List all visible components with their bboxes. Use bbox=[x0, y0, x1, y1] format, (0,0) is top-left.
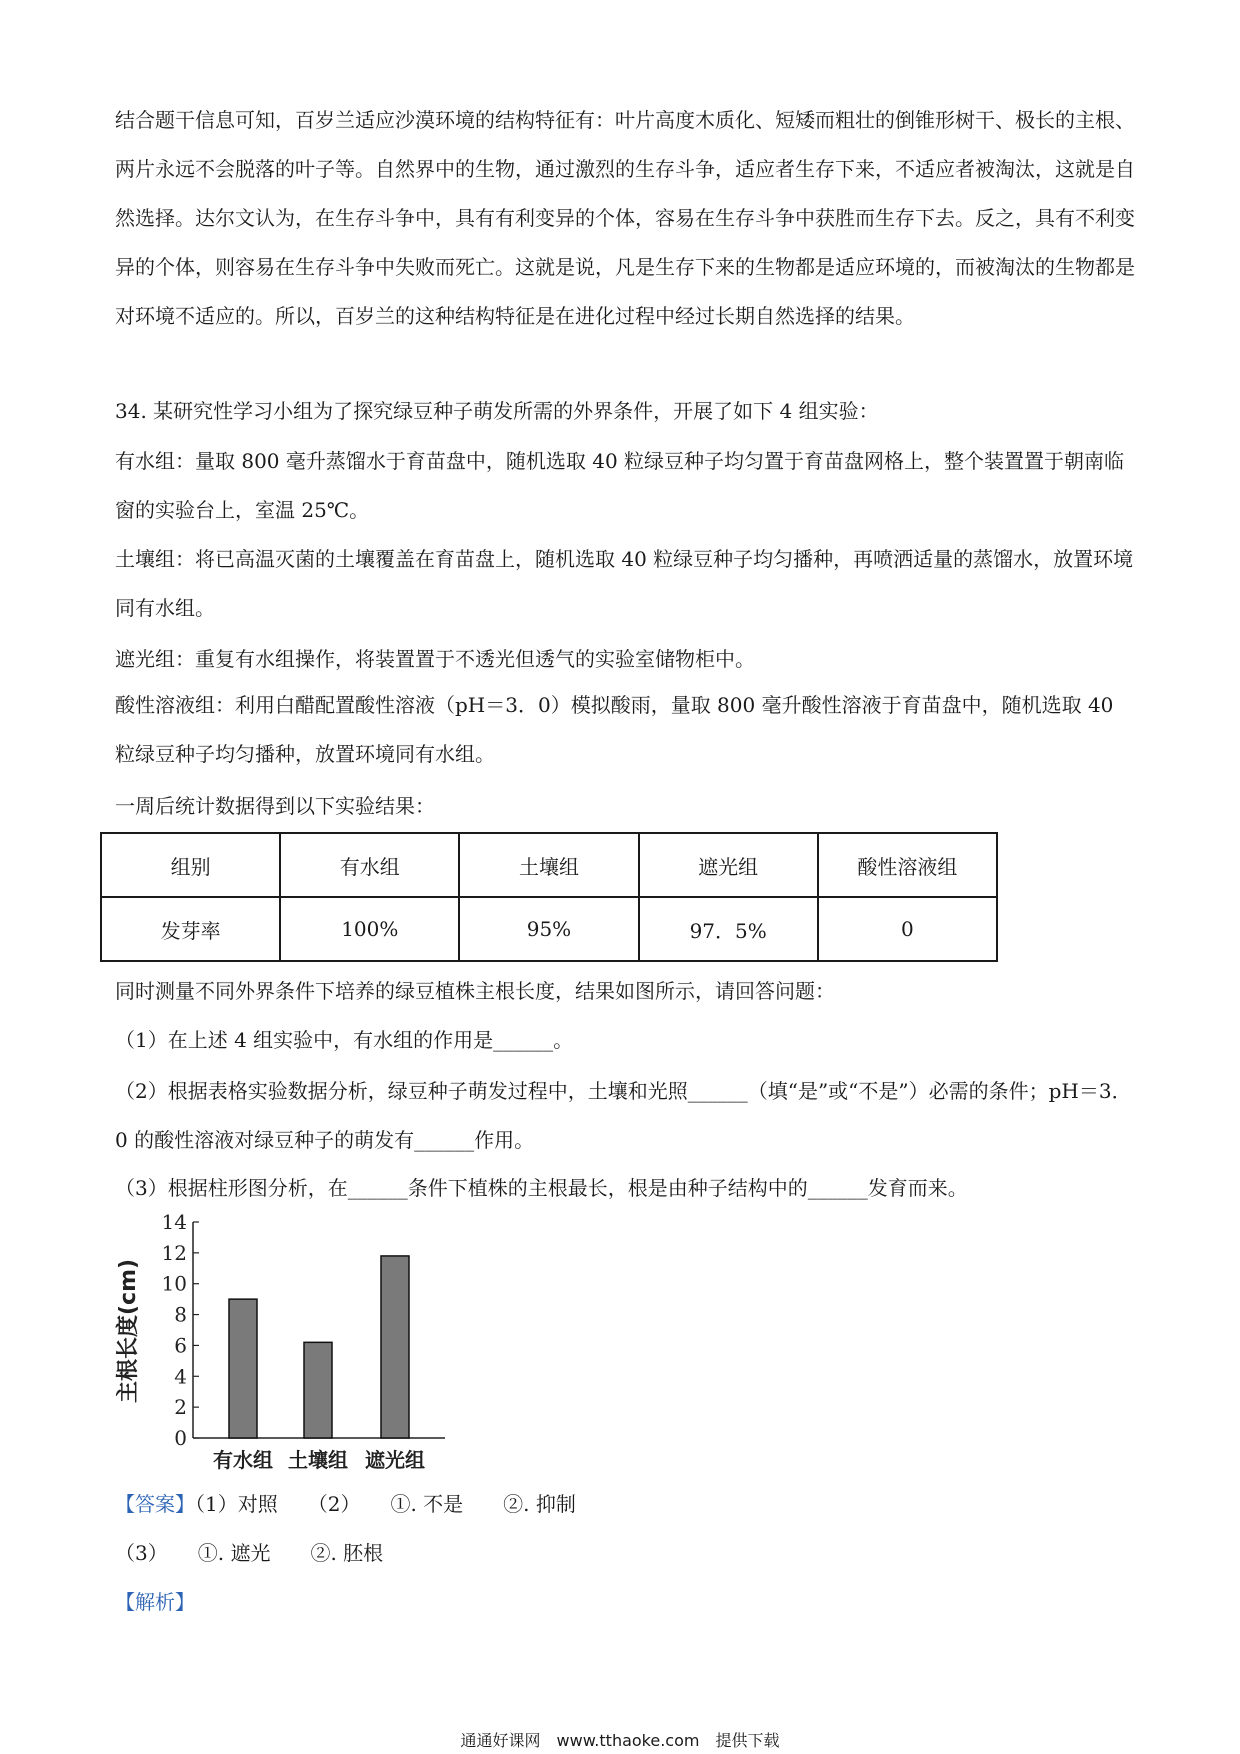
answer-tag: 【答案】 bbox=[115, 1492, 195, 1516]
question-3: （3）根据柱形图分析，在______条件下植株的主根最长，根是由种子结构中的______发育而来。 bbox=[115, 1176, 968, 1200]
analysis-tag: 【解析】 bbox=[115, 1590, 195, 1614]
y-tick-label: 14 bbox=[161, 1210, 187, 1234]
y-tick-label: 4 bbox=[174, 1364, 187, 1389]
question-1: （1）在上述 4 组实验中，有水组的作用是______。 bbox=[115, 1028, 574, 1052]
y-tick-label: 0 bbox=[174, 1426, 187, 1450]
y-tick-label: 10 bbox=[161, 1271, 187, 1296]
results-table bbox=[100, 832, 998, 962]
answer-line-1 bbox=[115, 1490, 576, 1518]
bar bbox=[229, 1299, 257, 1438]
question-stem: 34. 某研究性学习小组为了探究绿豆种子萌发所需的外界条件，开展了如下 4 组实验： bbox=[115, 399, 879, 423]
y-tick-label: 2 bbox=[174, 1395, 187, 1420]
y-tick-label: 8 bbox=[174, 1302, 187, 1327]
footer-credit: 通通好课网 www.tthaoke.com 提供下载 bbox=[460, 1731, 780, 1750]
group-dark-description: 遮光组：重复有水组操作，将装置置于不透光但透气的实验室储物柜中。 bbox=[115, 647, 755, 671]
question-2: （2）根据表格实验数据分析，绿豆种子萌发过程中，土壤和光照______（填“是”或“不是”）必需的条件；pH＝3．0 的酸性溶液对绿豆种子的萌发有______作用。 bbox=[115, 1079, 1132, 1152]
group-soil-description: 土壤组：将已高温灭菌的土壤覆盖在育苗盘上，随机选取 40 粒绿豆种子均匀播种，再喷洒适量的蒸馏水，放置环境同有水组。 bbox=[115, 547, 1134, 620]
y-tick-label: 6 bbox=[174, 1333, 187, 1358]
table-cell: 95% bbox=[459, 897, 638, 961]
x-category-label: 遮光组 bbox=[365, 1448, 425, 1472]
table-header-cell: 土壤组 bbox=[459, 833, 638, 897]
paragraph-intro: 结合题干信息可知，百岁兰适应沙漠环境的结构特征有：叶片高度木质化、短矮而粗壮的倒锥形树干、极长的主根、两片永远不会脱落的叶子等。自然界中的生物，通过激烈的生存斗争，适应者生存下来，不适应者被淘汰，这就是自然选择。达尔文认为，在生存斗争中，具有有利变异的个体，容易在生存斗争中获胜而生存下去。反之，具有不利变异的个体，则容易在生存斗争中失败而死亡。这就是说，凡是生存下来的生物都是适应环境的，而被淘汰的生物都是对环境不适应的。所以，百岁兰的这种结构特征是在进化过程中经过长期自然选择的结果。 bbox=[115, 108, 1135, 328]
y-tick-label: 12 bbox=[161, 1240, 187, 1265]
root-length-bar-chart bbox=[105, 1205, 465, 1480]
bar bbox=[304, 1342, 332, 1438]
table-header-cell: 遮光组 bbox=[639, 833, 818, 897]
answer-line-1-text: （1）对照 （2） ①. 不是 ②. 抑制 bbox=[195, 1492, 576, 1516]
group-water-description: 有水组：量取 800 毫升蒸馏水于育苗盘中，随机选取 40 粒绿豆种子均匀置于育苗盘网格上，整个装置置于朝南临窗的实验台上，室温 25℃。 bbox=[115, 449, 1125, 522]
answer-line-2: （3） ①. 遮光 ②. 胚根 bbox=[115, 1541, 384, 1565]
x-category-label: 土壤组 bbox=[288, 1448, 348, 1472]
group-acid-description: 酸性溶液组：利用白醋配置酸性溶液（pH＝3．0）模拟酸雨，量取 800 毫升酸性溶液于育苗盘中，随机选取 40 粒绿豆种子均匀播种，放置环境同有水组。 bbox=[115, 693, 1114, 766]
table-cell: 0 bbox=[818, 897, 997, 961]
table-header-cell: 有水组 bbox=[280, 833, 459, 897]
table-header-cell: 酸性溶液组 bbox=[818, 833, 997, 897]
measure-text: 同时测量不同外界条件下培养的绿豆植株主根长度，结果如图所示，请回答问题： bbox=[115, 979, 835, 1003]
table-cell: 97．5% bbox=[639, 897, 818, 961]
table-header-row bbox=[101, 833, 997, 897]
table-cell: 发芽率 bbox=[101, 897, 280, 961]
table-cell: 100% bbox=[280, 897, 459, 961]
table-intro: 一周后统计数据得到以下实验结果： bbox=[115, 794, 435, 818]
table-header-cell: 组别 bbox=[101, 833, 280, 897]
y-axis-label: 主根长度(cm) bbox=[116, 1258, 141, 1404]
table-row bbox=[101, 897, 997, 961]
bar bbox=[381, 1256, 409, 1438]
x-category-label: 有水组 bbox=[213, 1448, 273, 1472]
